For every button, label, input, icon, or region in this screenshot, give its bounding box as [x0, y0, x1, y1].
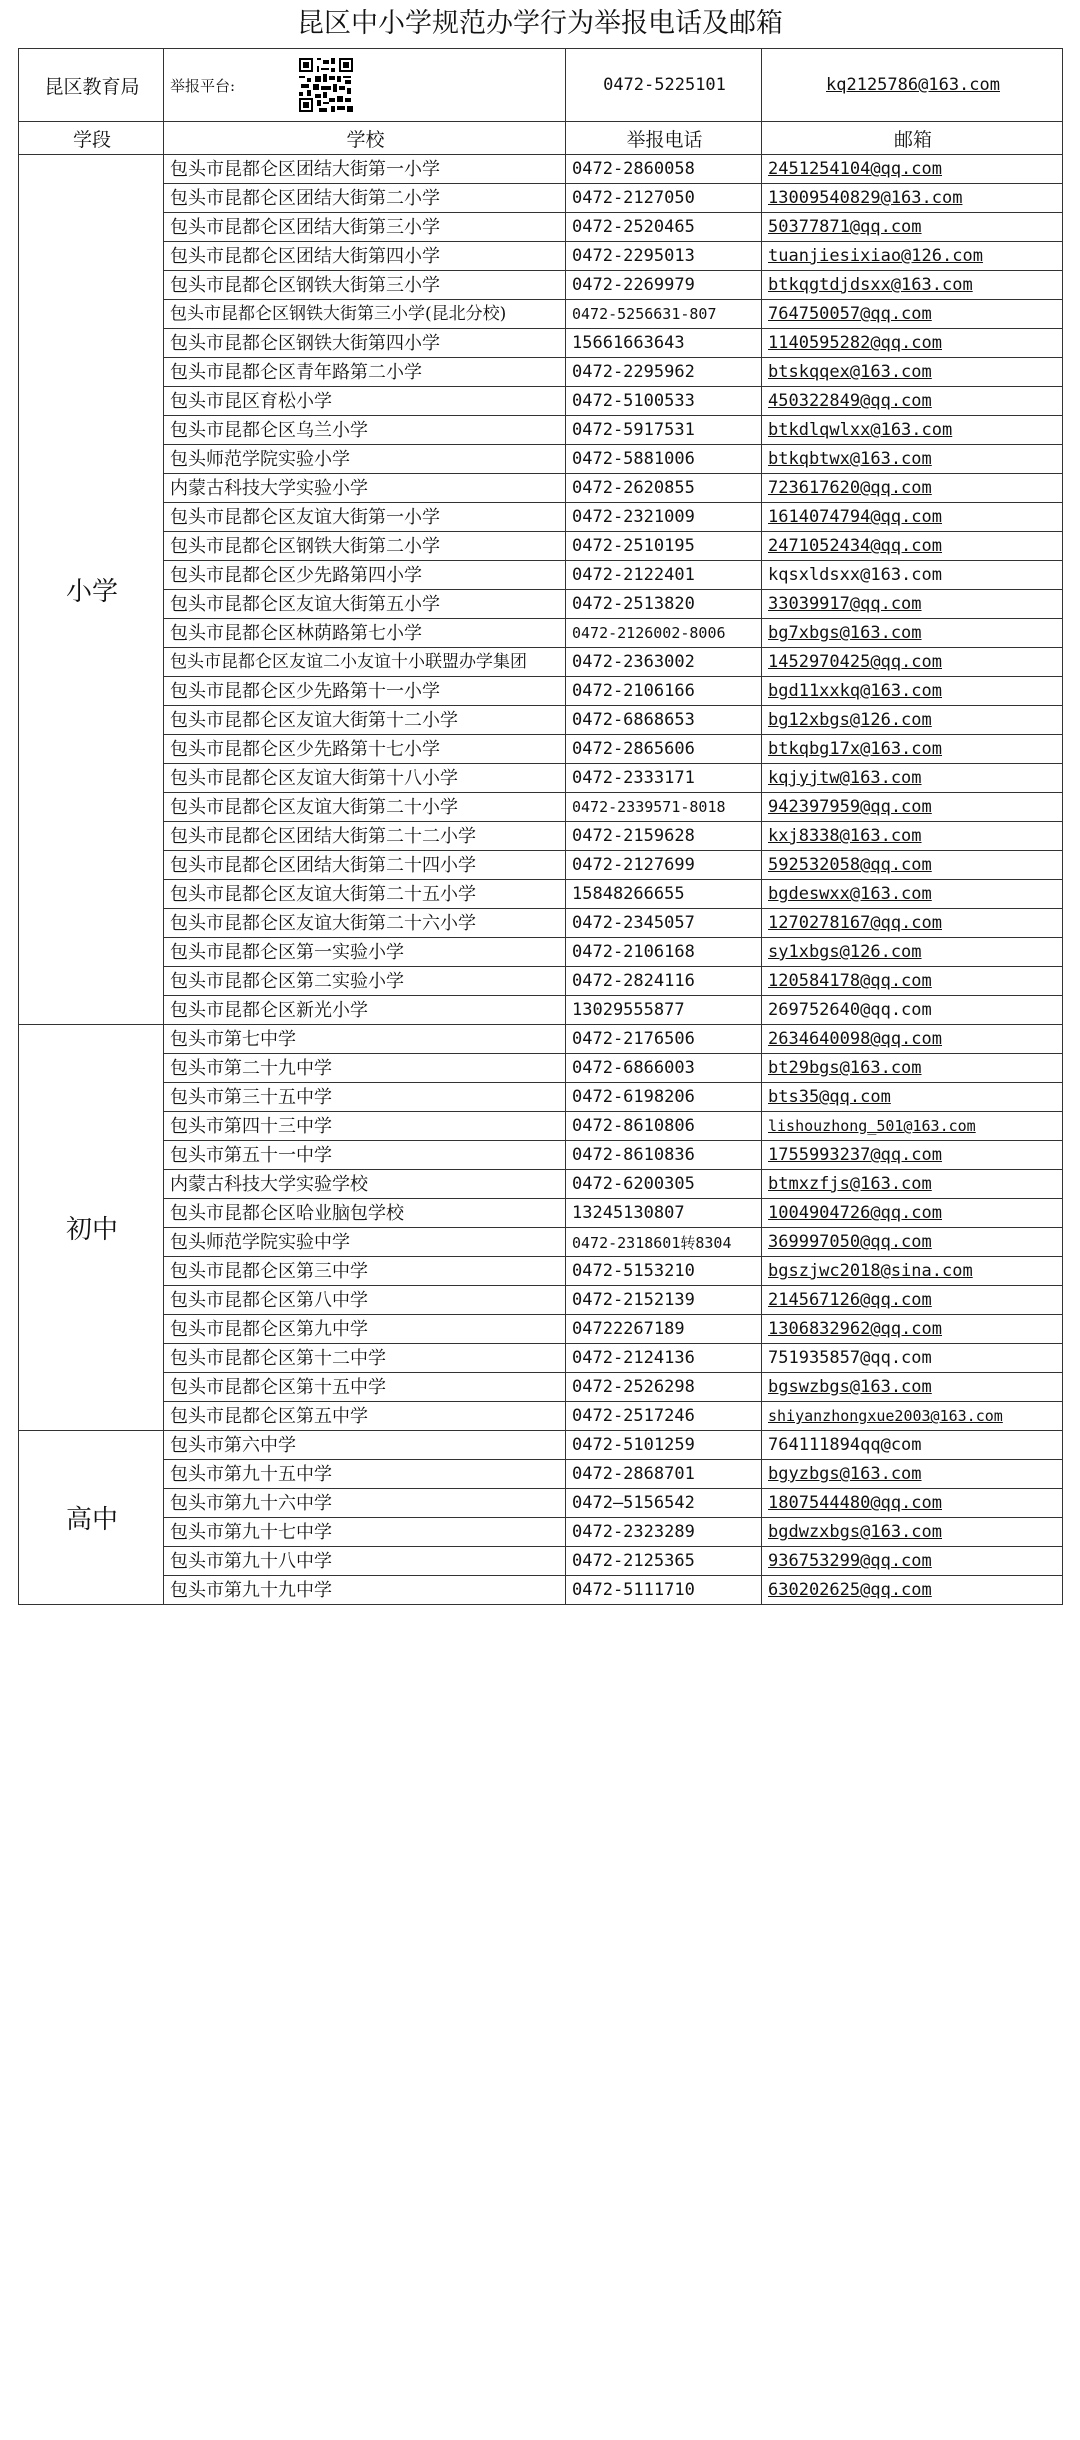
email-cell[interactable]: [762, 1025, 1063, 1054]
table-row: [19, 909, 1063, 938]
school-name: 包头市昆都仑区少先路第十七小学: [164, 735, 566, 764]
email-link[interactable]: 723617620@qq.com: [768, 478, 932, 498]
phone-number: 0472-5100533: [566, 387, 762, 416]
phone-number: 0472-2526298: [566, 1373, 762, 1402]
table-row: [19, 648, 1063, 677]
email-cell[interactable]: [762, 1402, 1063, 1431]
email-link[interactable]: btkqbtwx@163.com: [768, 449, 932, 469]
table-row: [19, 1025, 1063, 1054]
table-row: [19, 735, 1063, 764]
table-row: [19, 1344, 1063, 1373]
email-link[interactable]: 751935857@qq.com: [768, 1348, 932, 1368]
email-cell[interactable]: [762, 1112, 1063, 1141]
platform-label: 举报平台:: [170, 76, 236, 95]
email-link[interactable]: btkqgtdjdsxx@163.com: [768, 275, 973, 295]
email-cell[interactable]: [762, 880, 1063, 909]
table-row: [19, 851, 1063, 880]
email-cell[interactable]: [762, 590, 1063, 619]
email-link[interactable]: 1452970425@qq.com: [768, 652, 942, 672]
email-cell[interactable]: [762, 793, 1063, 822]
school-name: 包头市第九十九中学: [164, 1576, 566, 1605]
stage-cell-senior: 高中: [19, 1431, 164, 1605]
phone-number: 0472-2363002: [566, 648, 762, 677]
phone-number: 0472—5156542: [566, 1489, 762, 1518]
email-link[interactable]: bt29bgs@163.com: [768, 1058, 922, 1078]
email-link[interactable]: bgswzbgs@163.com: [768, 1377, 932, 1397]
email-cell[interactable]: [762, 938, 1063, 967]
phone-number: 15661663643: [566, 329, 762, 358]
table-row: [19, 1112, 1063, 1141]
phone-number: 0472-2176506: [566, 1025, 762, 1054]
table-row: [19, 1257, 1063, 1286]
phone-number: 0472-2620855: [566, 474, 762, 503]
email-cell[interactable]: [762, 909, 1063, 938]
school-name: 包头市第六中学: [164, 1431, 566, 1460]
phone-number: 0472-2106168: [566, 938, 762, 967]
email-link[interactable]: 592532058@qq.com: [768, 855, 932, 875]
phone-number: 0472-2517246: [566, 1402, 762, 1431]
email-link[interactable]: 214567126@qq.com: [768, 1290, 932, 1310]
table-row: [19, 706, 1063, 735]
phone-number: 0472-2318601转8304: [566, 1228, 762, 1257]
school-name: 包头市昆都仑区少先路第四小学: [164, 561, 566, 590]
phone-number: 0472-2520465: [566, 213, 762, 242]
table-row: [19, 1518, 1063, 1547]
phone-number: 0472-5101259: [566, 1431, 762, 1460]
email-link[interactable]: 630202625@qq.com: [768, 1580, 932, 1600]
phone-number: 0472-5256631-807: [566, 300, 762, 329]
bureau-row: [19, 49, 1063, 122]
bureau-email[interactable]: [762, 49, 1063, 122]
email-link[interactable]: 1306832962@qq.com: [768, 1319, 942, 1339]
phone-number: 0472-2126002-8006: [566, 619, 762, 648]
school-name: 内蒙古科技大学实验学校: [164, 1170, 566, 1199]
school-name: 包头市昆区育松小学: [164, 387, 566, 416]
school-name: 包头市昆都仑区乌兰小学: [164, 416, 566, 445]
email-link[interactable]: 269752640@qq.com: [768, 1000, 932, 1020]
table-row: [19, 1547, 1063, 1576]
table-row: [19, 1141, 1063, 1170]
email-link[interactable]: bgdwzxbgs@163.com: [768, 1522, 942, 1542]
email-cell[interactable]: [762, 416, 1063, 445]
phone-number: 04722267189: [566, 1315, 762, 1344]
email-link[interactable]: 13009540829@163.com: [768, 188, 963, 208]
phone-number: 0472-2127050: [566, 184, 762, 213]
school-name: 包头市昆都仑区第二实验小学: [164, 967, 566, 996]
school-name: 包头市昆都仑区团结大街第三小学: [164, 213, 566, 242]
stage-cell-primary: 小学: [19, 155, 164, 1025]
phone-number: 0472-6198206: [566, 1083, 762, 1112]
table-row: [19, 1402, 1063, 1431]
school-name: 包头市昆都仑区友谊大街第二十六小学: [164, 909, 566, 938]
phone-number: 0472-2295013: [566, 242, 762, 271]
table-row: [19, 271, 1063, 300]
school-name: 包头市昆都仑区友谊大街第一小学: [164, 503, 566, 532]
school-name: 包头市第七中学: [164, 1025, 566, 1054]
email-cell[interactable]: [762, 1228, 1063, 1257]
school-name: 包头市第五十一中学: [164, 1141, 566, 1170]
email-link[interactable]: 942397959@qq.com: [768, 797, 932, 817]
email-link[interactable]: bg7xbgs@163.com: [768, 623, 922, 643]
email-link[interactable]: sy1xbgs@126.com: [768, 942, 922, 962]
table-row: [19, 329, 1063, 358]
phone-number: 0472-2152139: [566, 1286, 762, 1315]
school-name: 包头师范学院实验小学: [164, 445, 566, 474]
table-row: [19, 1286, 1063, 1315]
school-name: 包头市昆都仑区钢铁大街第三小学: [164, 271, 566, 300]
email-cell[interactable]: [762, 1489, 1063, 1518]
school-name: 包头市第九十八中学: [164, 1547, 566, 1576]
table-row: [19, 793, 1063, 822]
table-row: [19, 532, 1063, 561]
email-link[interactable]: 936753299@qq.com: [768, 1551, 932, 1571]
school-name: 包头市昆都仑区新光小学: [164, 996, 566, 1025]
table-row: [19, 445, 1063, 474]
school-name: 包头市昆都仑区团结大街第一小学: [164, 155, 566, 184]
email-cell[interactable]: [762, 213, 1063, 242]
table-row: [19, 996, 1063, 1025]
school-name: 包头市昆都仑区团结大街第二十二小学: [164, 822, 566, 851]
email-cell[interactable]: [762, 677, 1063, 706]
email-cell[interactable]: [762, 967, 1063, 996]
table-row: [19, 1373, 1063, 1402]
page-title: 昆区中小学规范办学行为举报电话及邮箱: [297, 8, 783, 39]
phone-number: 0472-5917531: [566, 416, 762, 445]
email-cell[interactable]: [762, 271, 1063, 300]
phone-number: 0472-2321009: [566, 503, 762, 532]
school-name: 包头市昆都仑区团结大街第二小学: [164, 184, 566, 213]
email-cell[interactable]: [762, 1315, 1063, 1344]
table-row: [19, 561, 1063, 590]
table-row: [19, 1489, 1063, 1518]
email-link[interactable]: shiyanzhongxue2003@163.com: [768, 1407, 1003, 1425]
email-link[interactable]: 120584178@qq.com: [768, 971, 932, 991]
email-link[interactable]: 1140595282@qq.com: [768, 333, 942, 353]
school-name: 包头市昆都仑区友谊二小友谊十小联盟办学集团: [164, 648, 566, 677]
school-name: 包头市第二十九中学: [164, 1054, 566, 1083]
school-name: 包头市昆都仑区青年路第二小学: [164, 358, 566, 387]
email-link[interactable]: kxj8338@163.com: [768, 826, 922, 846]
email-cell[interactable]: [762, 1054, 1063, 1083]
phone-number: 0472-6200305: [566, 1170, 762, 1199]
platform-cell: [164, 49, 566, 122]
email-cell[interactable]: [762, 1141, 1063, 1170]
school-name: 包头市昆都仑区第十五中学: [164, 1373, 566, 1402]
email-link[interactable]: 450322849@qq.com: [768, 391, 932, 411]
phone-number: 0472-6866003: [566, 1054, 762, 1083]
email-cell[interactable]: [762, 851, 1063, 880]
table-row: [19, 938, 1063, 967]
email-link[interactable]: 1004904726@qq.com: [768, 1203, 942, 1223]
email-cell[interactable]: [762, 1518, 1063, 1547]
email-link[interactable]: 33039917@qq.com: [768, 594, 922, 614]
table-row: [19, 1576, 1063, 1605]
phone-number: 0472-2345057: [566, 909, 762, 938]
school-name: 包头市第九十五中学: [164, 1460, 566, 1489]
header-row: [19, 122, 1063, 155]
phone-number: 0472-2333171: [566, 764, 762, 793]
email-cell[interactable]: [762, 706, 1063, 735]
qr-code-icon[interactable]: [297, 56, 355, 114]
email-cell[interactable]: [762, 619, 1063, 648]
table-row: [19, 474, 1063, 503]
email-link[interactable]: kqjyjtw@163.com: [768, 768, 922, 788]
table-row: [19, 1054, 1063, 1083]
email-link[interactable]: bgszjwc2018@sina.com: [768, 1261, 973, 1281]
email-link[interactable]: 1270278167@qq.com: [768, 913, 942, 933]
email-cell[interactable]: [762, 1576, 1063, 1605]
school-name: 包头市昆都仑区哈业脑包学校: [164, 1199, 566, 1228]
email-cell[interactable]: [762, 329, 1063, 358]
phone-number: 0472-2269979: [566, 271, 762, 300]
phone-number: 13245130807: [566, 1199, 762, 1228]
table-row: [19, 416, 1063, 445]
table-row: [19, 300, 1063, 329]
email-link[interactable]: bts35@qq.com: [768, 1087, 891, 1107]
table-row: [19, 880, 1063, 909]
email-link[interactable]: btkdlqwlxx@163.com: [768, 420, 953, 440]
school-name: 包头市昆都仑区钢铁大街第四小学: [164, 329, 566, 358]
email-cell[interactable]: [762, 1257, 1063, 1286]
phone-number: 0472-8610836: [566, 1141, 762, 1170]
email-link[interactable]: btmxzfjs@163.com: [768, 1174, 932, 1194]
email-cell[interactable]: [762, 1460, 1063, 1489]
table-row: [19, 242, 1063, 271]
school-name: 包头市昆都仑区团结大街第四小学: [164, 242, 566, 271]
table-row: [19, 677, 1063, 706]
table-row: [19, 1460, 1063, 1489]
table-row: [19, 619, 1063, 648]
phone-number: 0472-2122401: [566, 561, 762, 590]
phone-number: 0472-2106166: [566, 677, 762, 706]
phone-number: 0472-2868701: [566, 1460, 762, 1489]
email-link[interactable]: 2451254104@qq.com: [768, 159, 942, 179]
table-row: [19, 1083, 1063, 1112]
phone-number: 0472-2127699: [566, 851, 762, 880]
email-cell[interactable]: [762, 764, 1063, 793]
table-row: [19, 1228, 1063, 1257]
email-cell[interactable]: [762, 242, 1063, 271]
school-name: 包头师范学院实验中学: [164, 1228, 566, 1257]
phone-number: 0472-5111710: [566, 1576, 762, 1605]
school-name: 包头市昆都仑区少先路第十一小学: [164, 677, 566, 706]
table-row: [19, 213, 1063, 242]
school-name: 包头市昆都仑区第十二中学: [164, 1344, 566, 1373]
stage-cell-junior: 初中: [19, 1025, 164, 1431]
phone-number: 0472-8610806: [566, 1112, 762, 1141]
email-cell[interactable]: [762, 503, 1063, 532]
phone-number: 0472-6868653: [566, 706, 762, 735]
phone-number: 0472-2339571-8018: [566, 793, 762, 822]
email-cell[interactable]: [762, 996, 1063, 1025]
table-row: [19, 1170, 1063, 1199]
table-row: [19, 1431, 1063, 1460]
email-cell[interactable]: [762, 155, 1063, 184]
table-row: [19, 503, 1063, 532]
email-cell[interactable]: [762, 1199, 1063, 1228]
school-name: 包头市昆都仑区钢铁大街第二小学: [164, 532, 566, 561]
school-name: 包头市昆都仑区第三中学: [164, 1257, 566, 1286]
email-link[interactable]: btskqqex@163.com: [768, 362, 932, 382]
phone-number: 0472-2125365: [566, 1547, 762, 1576]
email-link[interactable]: 50377871@qq.com: [768, 217, 922, 237]
email-link[interactable]: 764750057@qq.com: [768, 304, 932, 324]
email-cell[interactable]: [762, 387, 1063, 416]
phone-number: 0472-2865606: [566, 735, 762, 764]
school-name: 包头市昆都仑区林荫路第七小学: [164, 619, 566, 648]
email-link[interactable]: 369997050@qq.com: [768, 1232, 932, 1252]
phone-number: 13029555877: [566, 996, 762, 1025]
phone-number: 0472-2860058: [566, 155, 762, 184]
email-link[interactable]: 764111894qq@com: [768, 1435, 922, 1455]
email-cell[interactable]: [762, 1373, 1063, 1402]
email-link[interactable]: bg12xbgs@126.com: [768, 710, 932, 730]
email-cell[interactable]: [762, 1170, 1063, 1199]
phone-number: 0472-2510195: [566, 532, 762, 561]
school-name: 包头市第九十七中学: [164, 1518, 566, 1547]
table-row: [19, 764, 1063, 793]
email-link[interactable]: 1614074794@qq.com: [768, 507, 942, 527]
school-name: 包头市昆都仑区第八中学: [164, 1286, 566, 1315]
school-name: 包头市昆都仑区友谊大街第十八小学: [164, 764, 566, 793]
school-name: 包头市昆都仑区友谊大街第二十五小学: [164, 880, 566, 909]
email-cell[interactable]: [762, 532, 1063, 561]
email-cell[interactable]: [762, 822, 1063, 851]
header-phone: 举报电话: [566, 122, 762, 155]
table-row: [19, 967, 1063, 996]
phone-number: 0472-2824116: [566, 967, 762, 996]
email-link[interactable]: bgd11xxkq@163.com: [768, 681, 942, 701]
school-name: 包头市昆都仑区团结大街第二十四小学: [164, 851, 566, 880]
email-link[interactable]: 2471052434@qq.com: [768, 536, 942, 556]
phone-number: 0472-2323289: [566, 1518, 762, 1547]
email-link[interactable]: tuanjiesixiao@126.com: [768, 246, 983, 266]
report-table: [18, 48, 1063, 1605]
school-name: 包头市第三十五中学: [164, 1083, 566, 1112]
phone-number: 0472-2159628: [566, 822, 762, 851]
header-stage: 学段: [19, 122, 164, 155]
school-name: 包头市昆都仑区友谊大街第十二小学: [164, 706, 566, 735]
school-name: 包头市昆都仑区第一实验小学: [164, 938, 566, 967]
email-link[interactable]: lishouzhong_501@163.com: [768, 1117, 976, 1135]
email-link[interactable]: 2634640098@qq.com: [768, 1029, 942, 1049]
header-school: 学校: [164, 122, 566, 155]
school-name: 包头市昆都仑区钢铁大街第三小学(昆北分校): [164, 300, 566, 329]
school-name: 内蒙古科技大学实验小学: [164, 474, 566, 503]
table-row: [19, 590, 1063, 619]
email-cell[interactable]: [762, 1547, 1063, 1576]
table-row: [19, 1315, 1063, 1344]
email-cell[interactable]: [762, 648, 1063, 677]
table-row: [19, 387, 1063, 416]
header-email: 邮箱: [762, 122, 1063, 155]
school-name: 包头市昆都仑区友谊大街第二十小学: [164, 793, 566, 822]
phone-number: 0472-5881006: [566, 445, 762, 474]
email-cell[interactable]: [762, 1431, 1063, 1460]
bureau-phone: 0472-5225101: [566, 49, 762, 122]
phone-number: 15848266655: [566, 880, 762, 909]
email-cell[interactable]: [762, 445, 1063, 474]
email-cell[interactable]: [762, 1286, 1063, 1315]
email-cell[interactable]: [762, 735, 1063, 764]
email-link[interactable]: bgdeswxx@163.com: [768, 884, 932, 904]
email-cell[interactable]: [762, 184, 1063, 213]
email-cell[interactable]: [762, 1083, 1063, 1112]
email-link[interactable]: btkqbg17x@163.com: [768, 739, 942, 759]
email-cell[interactable]: [762, 474, 1063, 503]
email-link[interactable]: 1807544480@qq.com: [768, 1493, 942, 1513]
school-name: 包头市昆都仑区第五中学: [164, 1402, 566, 1431]
email-cell[interactable]: [762, 300, 1063, 329]
bureau-email-link[interactable]: kq2125786@163.com: [826, 75, 1000, 95]
phone-number: 0472-5153210: [566, 1257, 762, 1286]
table-row: [19, 1199, 1063, 1228]
school-name: 包头市昆都仑区第九中学: [164, 1315, 566, 1344]
school-name: 包头市第九十六中学: [164, 1489, 566, 1518]
email-link[interactable]: kqsxldsxx@163.com: [768, 565, 942, 585]
phone-number: 0472-2513820: [566, 590, 762, 619]
table-row: [19, 822, 1063, 851]
school-name: 包头市第四十三中学: [164, 1112, 566, 1141]
email-cell[interactable]: [762, 1344, 1063, 1373]
email-cell[interactable]: [762, 561, 1063, 590]
email-cell[interactable]: [762, 358, 1063, 387]
table-row: [19, 184, 1063, 213]
phone-number: 0472-2295962: [566, 358, 762, 387]
email-link[interactable]: bgyzbgs@163.com: [768, 1464, 922, 1484]
phone-number: 0472-2124136: [566, 1344, 762, 1373]
school-name: 包头市昆都仑区友谊大街第五小学: [164, 590, 566, 619]
table-row: [19, 155, 1063, 184]
email-link[interactable]: 1755993237@qq.com: [768, 1145, 942, 1165]
bureau-cell: 昆区教育局: [19, 49, 164, 122]
table-row: [19, 358, 1063, 387]
